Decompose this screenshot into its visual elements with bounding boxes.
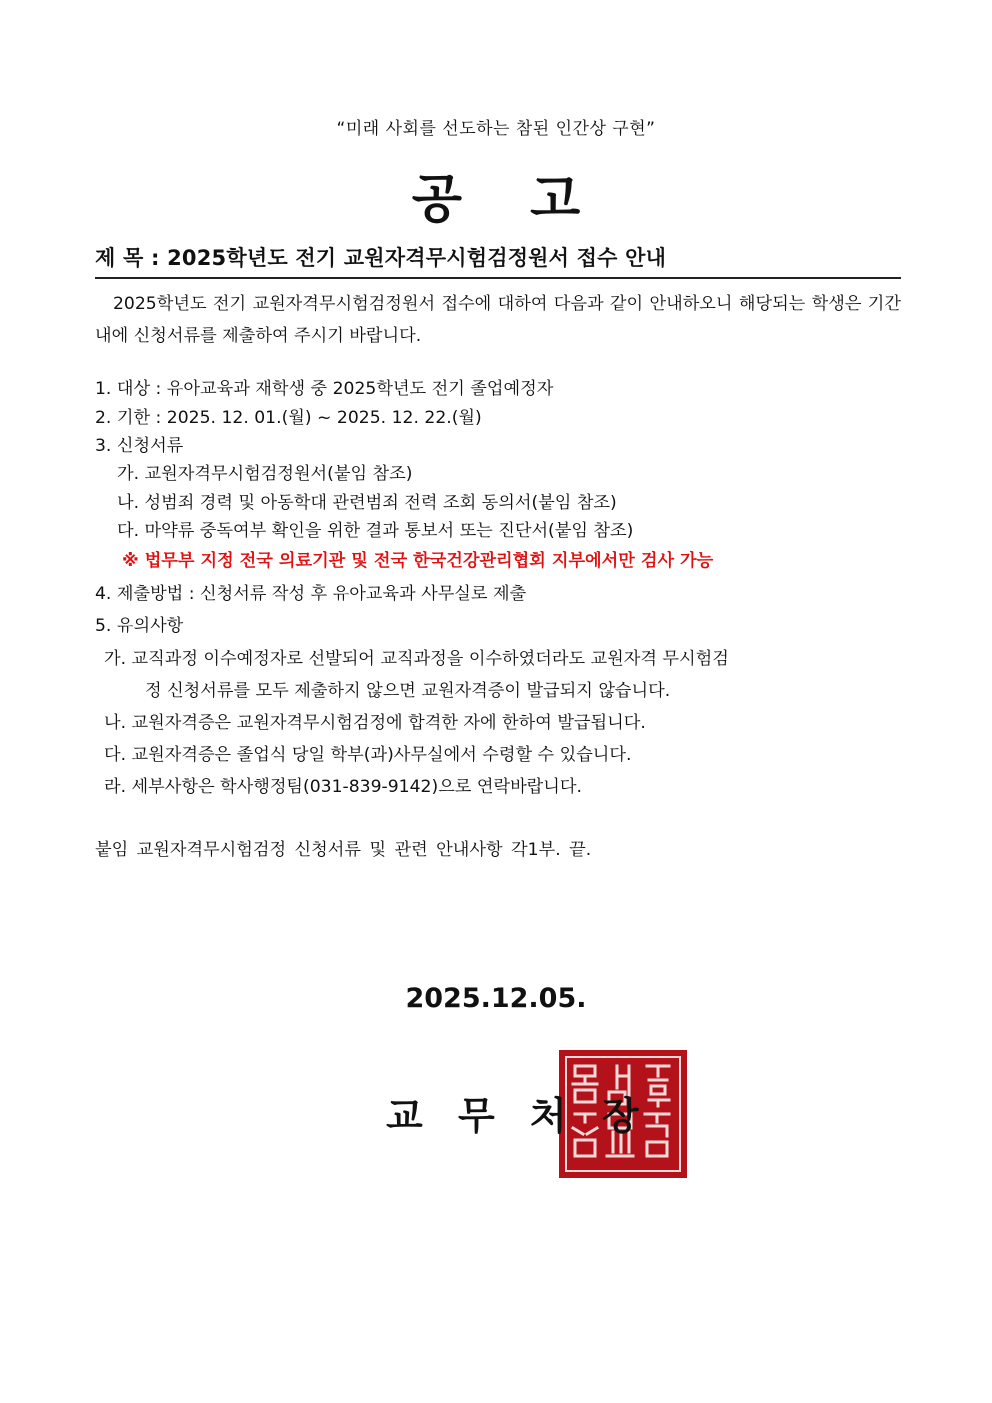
item-method: 4. 제출방법 : 신청서류 작성 후 유아교육과 사무실로 제출 (95, 584, 527, 604)
warning-note: ※ 법무부 지정 전국 의료기관 및 전국 한국건강관리협회 지부에서만 검사 가능 (122, 551, 714, 571)
item-deadline: 2. 기한 : 2025. 12. 01.(월) ~ 2025. 12. 22.(월) (95, 408, 482, 428)
caution-item: 나. 교원자격증은 교원자격무시험검정에 합격한 자에 한하여 발급됩니다. (104, 713, 646, 733)
signer-title: 교 무 처 장 (386, 1094, 639, 1138)
motto: “미래 사회를 선도하는 참된 인간상 구현” (336, 119, 656, 139)
subject-line: 제 목 : 2025학년도 전기 교원자격무시험검정원서 접수 안내 (95, 246, 667, 270)
document-item: 나. 성범죄 경력 및 아동학대 관련범죄 전력 조회 동의서(붙임 참조) (117, 493, 617, 513)
notice-heading: 공 고 (411, 170, 581, 230)
item-documents: 3. 신청서류 (95, 436, 184, 456)
caution-item: 가. 교직과정 이수예정자로 선발되어 교직과정을 이수하였더라도 교원자격 무시험검 (104, 649, 729, 669)
document-item: 가. 교원자격무시험검정원서(붙임 참조) (117, 464, 413, 484)
item-target: 1. 대상 : 유아교육과 재학생 중 2025학년도 전기 졸업예정자 (95, 379, 554, 399)
subject-underline (95, 277, 901, 279)
caution-title: 5. 유의사항 (95, 616, 184, 636)
document-item: 다. 마약류 중독여부 확인을 위한 결과 통보서 또는 진단서(붙임 참조) (117, 521, 634, 541)
caution-item: 라. 세부사항은 학사행정팀(031-839-9142)으로 연락바랍니다. (104, 777, 582, 797)
caution-item: 다. 교원자격증은 졸업식 당일 학부(과)사무실에서 수령할 수 있습니다. (104, 745, 632, 765)
intro-paragraph: 2025학년도 전기 교원자격무시험검정원서 접수에 대하여 다음과 같이 안내하오니 해당되는 학생은 기간 내에 신청서류를 제출하여 주시기 바랍니다. (95, 294, 901, 346)
notice-date: 2025.12.05. (405, 983, 587, 1014)
caution-item-continued: 정 신청서류를 모두 제출하지 않으면 교원자격증이 발급되지 않습니다. (145, 681, 671, 701)
attachment-line: 붙임 교원자격무시험검정 신청서류 및 관련 안내사항 각1부. 끝. (95, 840, 592, 860)
